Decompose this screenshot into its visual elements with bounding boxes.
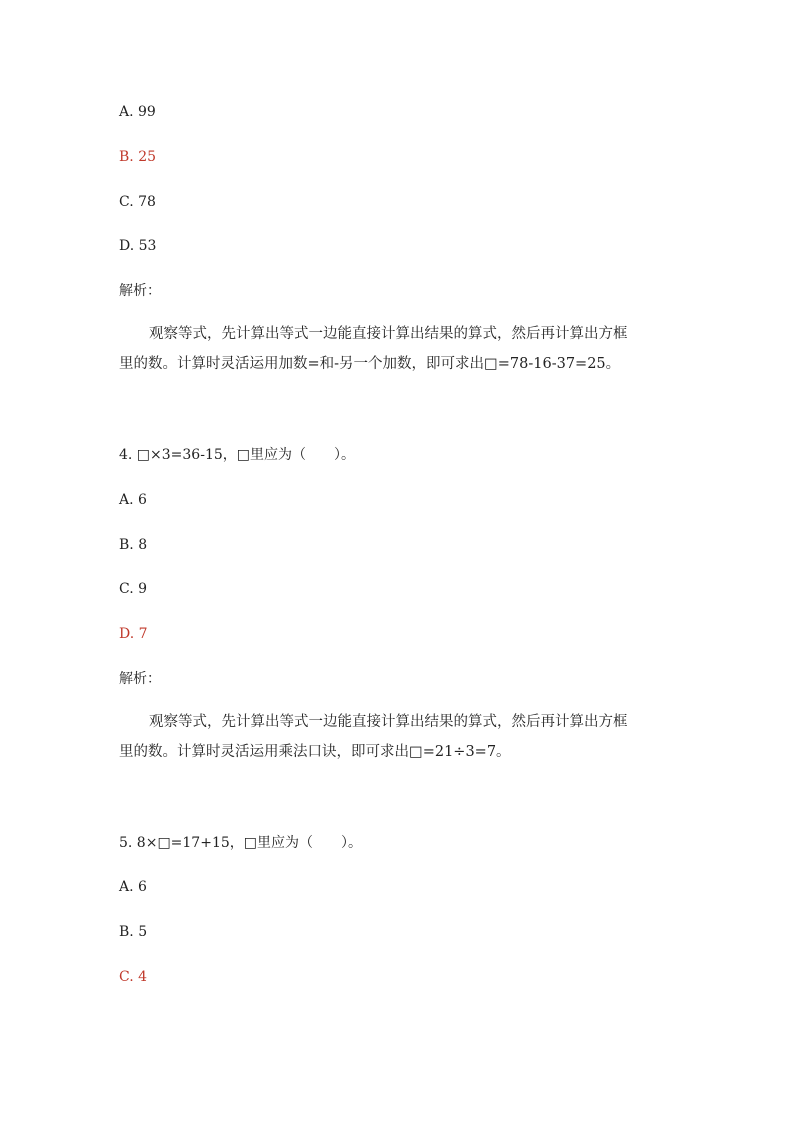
q5-option-c-correct: C. 4 bbox=[119, 969, 148, 985]
q4-analysis-text bbox=[119, 707, 679, 767]
q3-option-c: C. 78 bbox=[119, 194, 156, 210]
q5-option-a: A. 6 bbox=[119, 879, 147, 895]
q3-option-a: A. 99 bbox=[119, 104, 156, 120]
q4-analysis-line2: 里的数。计算时灵活运用乘法口诀，即可求出□=21÷3=7。 bbox=[119, 744, 511, 760]
q3-analysis-label: 解析： bbox=[119, 283, 161, 299]
q4-option-d-correct: D. 7 bbox=[119, 626, 148, 642]
q3-analysis-text bbox=[119, 319, 679, 379]
q4-analysis-label: 解析： bbox=[119, 671, 161, 687]
q4-option-b: B. 8 bbox=[119, 537, 148, 553]
q4-question: 4. □×3=36-15，□里应为（ ）。 bbox=[119, 447, 355, 463]
q5-option-b: B. 5 bbox=[119, 924, 148, 940]
q3-analysis-line2: 里的数。计算时灵活运用加数=和-另一个加数，即可求出□=78-16-37=25。 bbox=[119, 356, 621, 372]
q3-analysis-line1: 观察等式，先计算出等式一边能直接计算出结果的算式，然后再计算出方框 bbox=[149, 326, 628, 342]
q4-option-a: A. 6 bbox=[119, 492, 147, 508]
q5-question: 5. 8×□=17+15，□里应为（ ）。 bbox=[119, 835, 362, 851]
q3-option-b-correct: B. 25 bbox=[119, 149, 157, 165]
q4-analysis-line1: 观察等式，先计算出等式一边能直接计算出结果的算式，然后再计算出方框 bbox=[149, 714, 628, 730]
q4-option-c: C. 9 bbox=[119, 581, 148, 597]
q3-option-d: D. 53 bbox=[119, 238, 157, 254]
